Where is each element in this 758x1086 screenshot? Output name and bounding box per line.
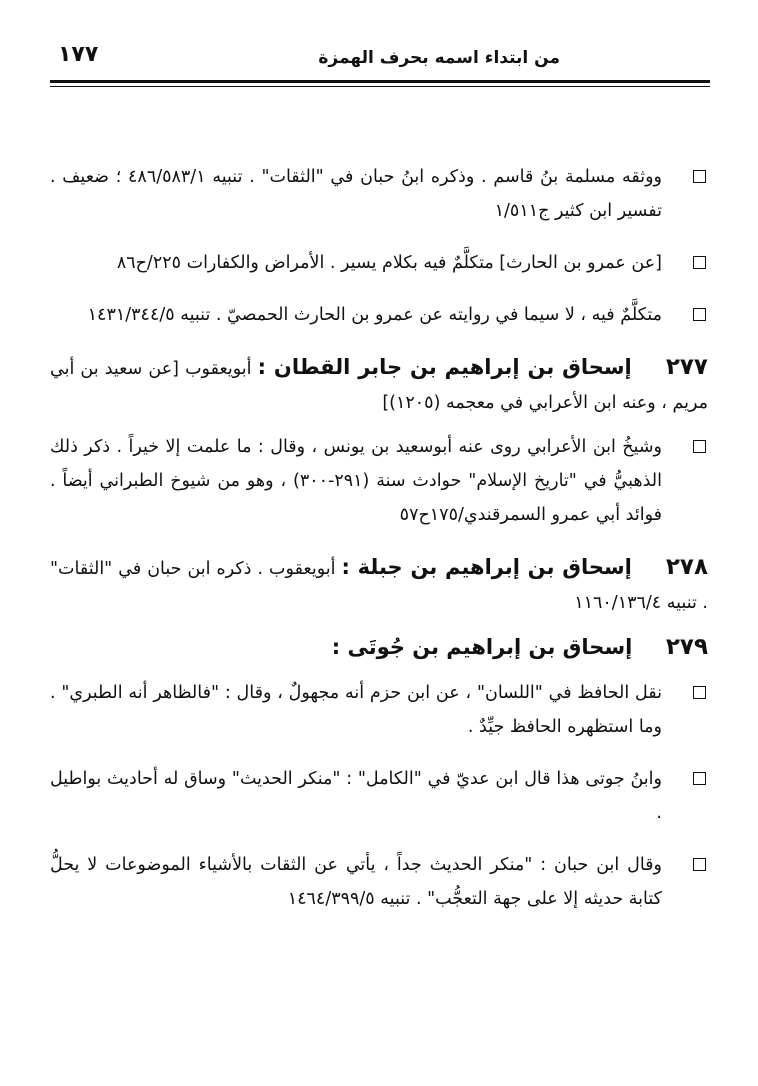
bullet-paragraph — [50, 246, 672, 280]
entry-278 — [50, 550, 708, 620]
header-rule-thick — [50, 80, 710, 83]
bullet-box-icon — [693, 440, 706, 453]
bullet-text: ووثقه مسلمة بنُ قاسم . وذكره ابنُ حبان في "الثقات" . تنبيه ٤٨٦/٥٨٣/١ ؛ ضعيف . تفسير ابن كثير ج١/٥١١ — [50, 167, 662, 221]
bullet-box-icon — [693, 308, 706, 321]
entry-277 — [50, 350, 708, 420]
bullet-paragraph — [50, 676, 672, 744]
bullet-text: وشيخُ ابن الأعرابي روى عنه أبوسعيد بن يونس ، وقال : ما علمت إلا خيراً . ذكر ذلك الذهبيُّ في "تاريخ الإسلام" حوادث سنة (٢٩١-٣٠٠) ، وهو من شيوخ الطبراني أيضاً . فوائد أبي عمرو السمرقندي/١٧٥ح٥٧ — [50, 437, 662, 525]
bullet-text: متكلَّمٌ فيه ، لا سيما في روايته عن عمرو بن الحارث الحمصيّ . تنبيه ١٤٣١/٣٤٤/٥ — [87, 305, 662, 325]
bullet-box-icon — [693, 686, 706, 699]
bullet-paragraph — [50, 160, 672, 228]
page-content — [50, 160, 708, 934]
entry-number: ٢٧٨ — [665, 554, 708, 580]
entry-279 — [50, 630, 708, 666]
bullet-box-icon — [693, 170, 706, 183]
bullet-paragraph — [50, 430, 672, 532]
bullet-box-icon — [693, 858, 706, 871]
entry-number: ٢٧٧ — [665, 354, 708, 380]
bullet-text: وقال ابن حبان : "منكر الحديث جداً ، يأتي عن الثقات بالأشياء الموضوعات لا يحلُّ كتابة حديثه إلا على جهة التعجُّب" . تنبيه ١٤٦٤/٣٩٩/٥ — [50, 855, 662, 909]
bullet-paragraph — [50, 848, 672, 916]
bullet-text: وابنُ جوتى هذا قال ابن عديّ في "الكامل" : "منكر الحديث" وساق له أحاديث بواطيل . — [50, 769, 662, 823]
entry-name: إسحاق بن إبراهيم بن جُوتَى : — [331, 635, 633, 659]
entry-text: أبويعقوب [عن سعيد بن أبي مريم ، وعنه ابن الأعرابي في معجمه (١٢٠٥)] — [50, 359, 708, 413]
header-rule-thin — [50, 86, 710, 87]
page-number: ١٧٧ — [58, 42, 99, 67]
entry-text: أبويعقوب . ذكره ابن حبان في "الثقات" . تنبيه ١١٦٠/١٣٦/٤ — [50, 559, 708, 613]
running-head: من ابتداء اسمه بحرف الهمزة — [318, 48, 560, 68]
bullet-text: [عن عمرو بن الحارث] متكلَّمٌ فيه بكلام يسير . الأمراض والكفارات ٢٢٥/ح٨٦ — [116, 253, 662, 273]
bullet-box-icon — [693, 772, 706, 785]
bullet-box-icon — [693, 256, 706, 269]
bullet-paragraph — [50, 762, 672, 830]
entry-number: ٢٧٩ — [665, 634, 708, 660]
entry-name: إسحاق بن إبراهيم بن جبلة : — [341, 555, 632, 579]
page-header — [50, 38, 708, 78]
entry-name: إسحاق بن إبراهيم بن جابر القطان : — [257, 355, 632, 379]
bullet-paragraph — [50, 298, 672, 332]
bullet-text: نقل الحافظ في "اللسان" ، عن ابن حزم أنه مجهولٌ ، وقال : "فالظاهر أنه الطبري" . وما استظهره الحافظ جيِّدٌ . — [50, 683, 662, 737]
